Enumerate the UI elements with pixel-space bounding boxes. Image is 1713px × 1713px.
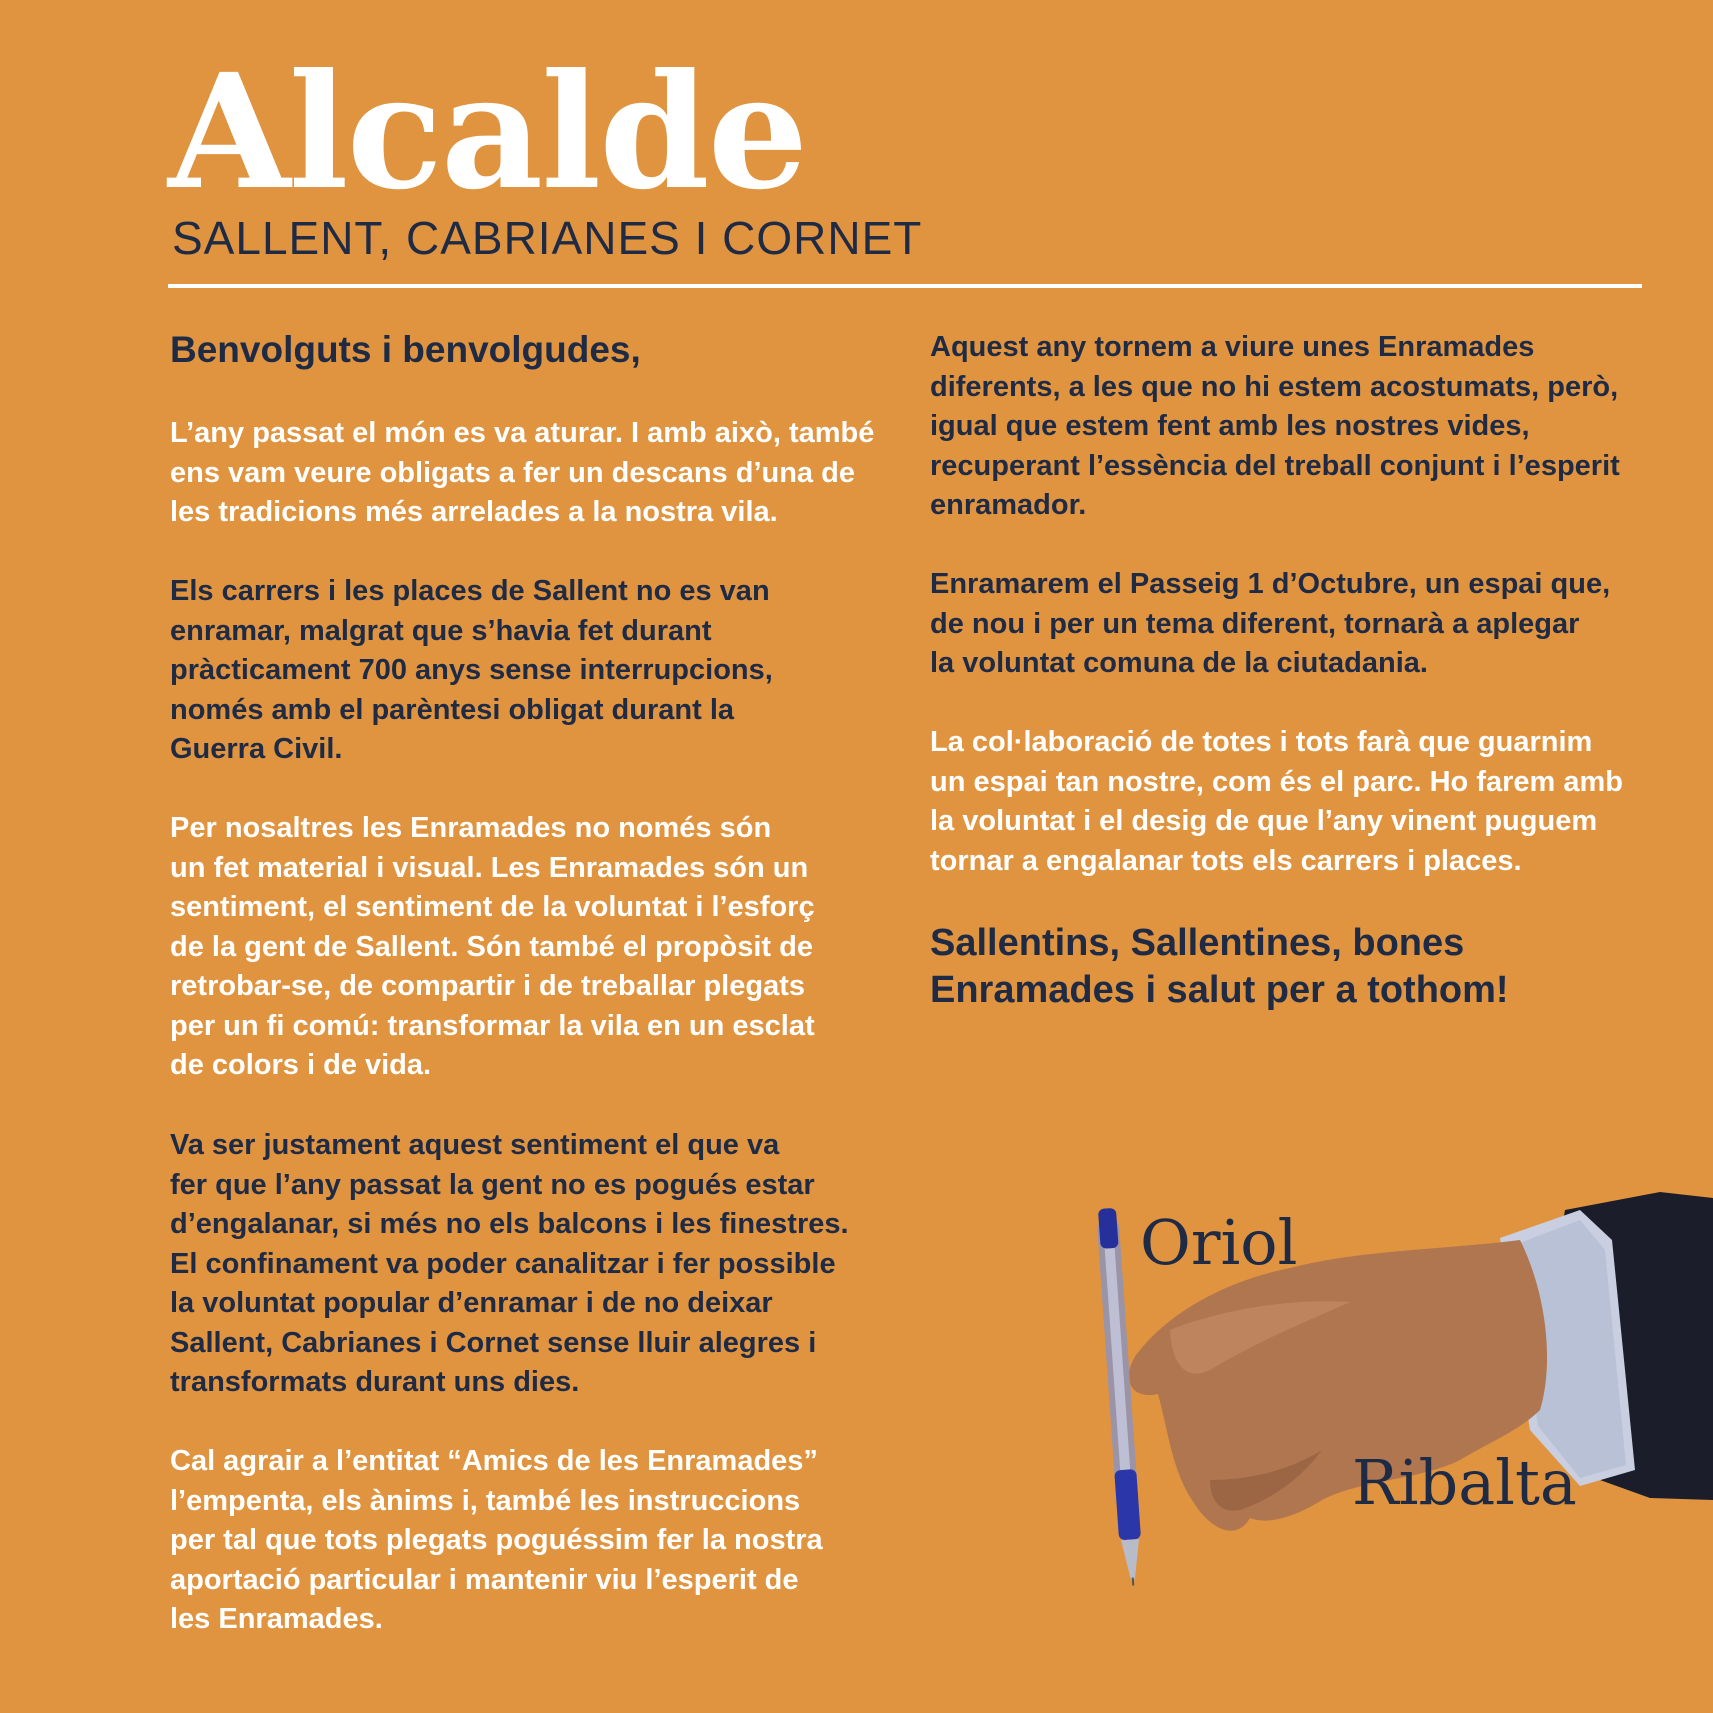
closing-line: Sallentins, Sallentines, bones Enramades i salut per a tothom!	[930, 922, 1509, 1011]
page-title: Alcalde	[168, 40, 807, 225]
paragraph-right-1: Aquest any tornem a viure unes Enramades diferents, a les que no hi estem acostumats, però, igual que estem fent amb les nostres vides, recuperant l’essència del treball conjunt i l’esperit enramador.	[930, 331, 1620, 521]
paragraph-right-3: La col·laboració de totes i tots farà que guarnim un espai tan nostre, com és el parc. Ho farem amb la voluntat i el desig de que l’any vinent puguem tornar a engalanar tots els carrers i places.	[930, 726, 1623, 877]
paragraph-right-2: Enramarem el Passeig 1 d’Octubre, un espai que, de nou i per un tema diferent, tornarà a aplegar la voluntat comuna de la ciutadania.	[930, 568, 1611, 679]
header-divider	[168, 284, 1642, 288]
paragraph-left-1: L’any passat el món es va aturar. I amb això, també ens vam veure obligats a fer un descans d’una de les tradicions més arrelades a la nostra vila.	[170, 417, 875, 528]
signature-last-name: Ribalta	[1352, 1446, 1577, 1519]
pen	[1096, 1208, 1144, 1587]
page-subtitle: SALLENT, CABRIANES I CORNET	[172, 212, 923, 264]
greeting: Benvolguts i benvolgudes,	[170, 329, 641, 370]
paragraph-left-3: Per nosaltres les Enramades no només són un fet material i visual. Les Enramades són un sentiment, el sentiment de la voluntat i l’esforç de la gent de Sallent. Són també el propòsit de retrobar-se, de compartir i de treballar plegats per un fi comú: transformar la vila en un esclat de colors i de vida.	[170, 812, 815, 1081]
paragraph-left-5: Cal agrair a l’entitat “Amics de les Enramades” l’empenta, els ànims i, també les instruccions per tal que tots plegats poguéssim fer la nostra aportació particular i mantenir viu l’esperit de les Enramades.	[170, 1445, 823, 1635]
signature-first-name: Oriol	[1140, 1206, 1298, 1279]
paragraph-left-4: Va ser justament aquest sentiment el que va fer que l’any passat la gent no es pogués estar d’engalanar, si més no els balcons i les finestres. El confinament va poder canalitzar i fer possible la voluntat popular d’enramar i de no deixar Sallent, Cabrianes i Cornet sense lluir alegres i transformats durant uns dies.	[170, 1129, 849, 1398]
paragraph-left-2: Els carrers i les places de Sallent no es van enramar, malgrat que s’havia fet durant pràcticament 700 anys sense interrupcions, només amb el parèntesi obligat durant la Guerra Civil.	[170, 575, 773, 765]
